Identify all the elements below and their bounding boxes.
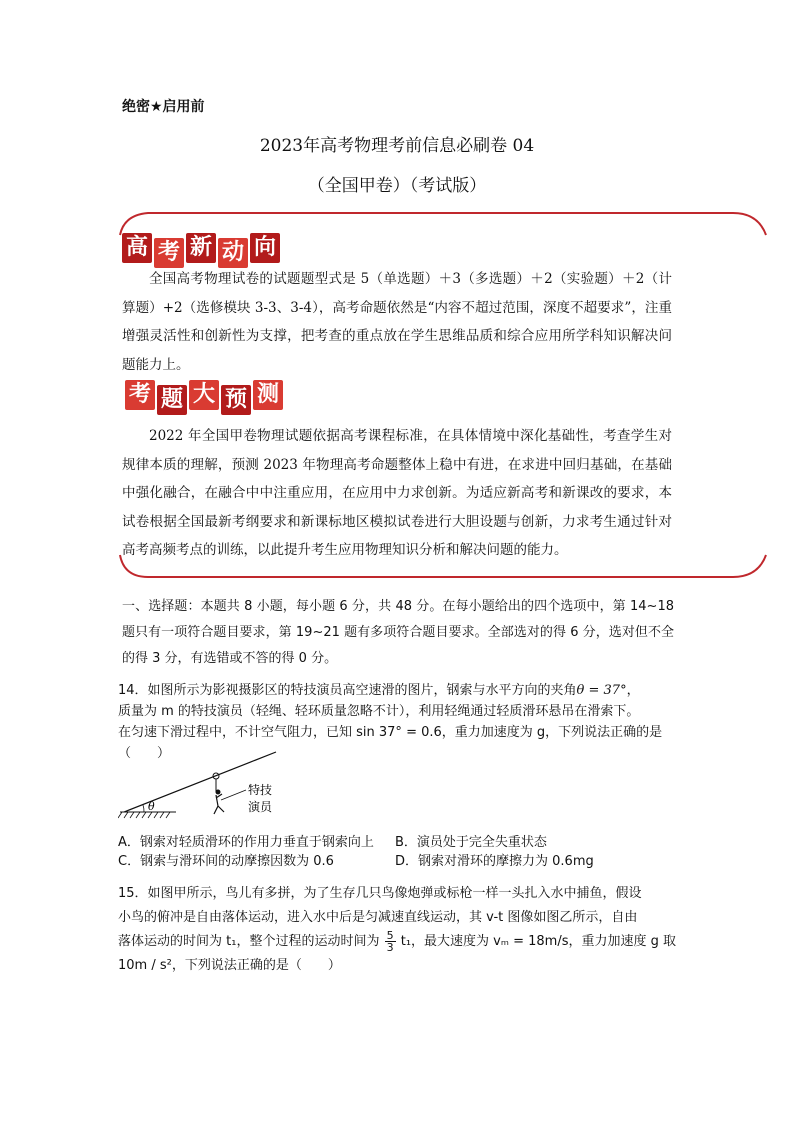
badge-exam-forecast (125, 380, 283, 415)
badge-char: 考 (154, 238, 184, 268)
badge-char: 测 (253, 380, 283, 410)
section-instructions: 一、选择题：本题共 8 小题，每小题 6 分，共 48 分。在每小题给出的四个选项中，第 14~18 题只有一项符合题目要求，第 19~21 题有多项符合题目要求。全部选对的得 6 分，选对但不全的得 3 分，有选错或不答的得 0 分。 (122, 599, 674, 666)
q14-line-1: 14．如图所示为影视摄影区的特技演员高空速滑的图片，钢索与水平方向的夹角θ = 37°， (118, 683, 640, 698)
q14-figure (118, 748, 288, 828)
badge-char: 大 (189, 380, 219, 410)
q15-line-2: 小鸟的俯冲是自由落体运动，进入水中后是匀减速直线运动，其 v-t 图像如图乙所示，自由 (118, 910, 638, 925)
badge-char: 高 (122, 233, 152, 263)
question-15 (118, 882, 678, 978)
badge-char: 动 (218, 238, 248, 268)
badge-char: 题 (157, 385, 187, 415)
figure-angle-label: θ (148, 800, 155, 813)
q14-option-c[interactable]: C．钢索与滑环间的动摩擦因数为 0.6 (118, 854, 334, 869)
q14-option-a[interactable]: A．钢索对轻质滑环的作用力垂直于钢索向上 (118, 835, 374, 850)
badge-char: 新 (186, 233, 216, 263)
q14-line-3: 在匀速下滑过程中，不计空气阻力，已知 sin 37° = 0.6，重力加速度为 g，下列说法正确的是 (118, 725, 663, 740)
fraction: $\frac{5}{3}$ (386, 929, 394, 954)
badge-char: 预 (221, 385, 251, 415)
badge-char: 向 (250, 233, 280, 263)
badge-exam-trend (122, 233, 280, 268)
exam-title: 2023年高考物理考前信息必刷卷 04 (259, 136, 535, 156)
angle-value: θ = 37° (576, 683, 627, 698)
q15-line-4: 10m / s²，下列说法正确的是（ ） (118, 958, 341, 973)
q14-line-2: 质量为 m 的特技演员（轻绳、轻环质量忽略不计），利用轻绳通过轻质滑环悬吊在滑索下。 (118, 704, 640, 719)
intro-paragraph-1: 全国高考物理试卷的试题题型式是 5（单选题）＋3（多选题）＋2（实验题）＋2（计算题）+2（选修模块 3-3、3-4），高考命题依然是“内容不超过范围，深度不超要求”，注重增强灵活性和创新性为支撑，把考查的重点放在学生思维品质和综合应用所学科知识解决问题能力上。 (122, 271, 672, 373)
q15-line-1: 15．如图甲所示，鸟儿有多拼，为了生存几只鸟像炮弹或标枪一样一头扎入水中捕鱼，假设 (118, 886, 642, 901)
figure-label-stunt: 特技 (248, 783, 273, 797)
badge-char: 考 (125, 380, 155, 410)
figure-label-performer: 演员 (248, 800, 273, 814)
q15-line-3: 落体运动的时间为 t₁，整个过程的运动时间为 $\frac{5}{3}$ t₁，最大速度为 vₘ = 18m/s，重力加速度 g 取 (118, 929, 677, 954)
q14-line-4: （ ） (118, 746, 171, 761)
exam-subtitle: （全国甲卷）（考试版） (307, 176, 487, 196)
secret-label: 绝密★启用前 (122, 99, 205, 115)
intro-paragraph-2: 2022 年全国甲卷物理试题依据高考课程标准，在具体情境中深化基础性，考查学生对规律本质的理解，预测 2023 年物理高考命题整体上稳中有进，在求进中回归基础，在基础中强化融合，在融合中中注重应用，在应用中力求创新。为适应新高考和新课改的要求，本试卷根据全国最新考纲要求和新课标地区模拟试卷进行大胆设题与创新，力求考生通过针对高考高频考点的训练，以此提升考生应用物理知识分析和解决问题的能力。 (122, 428, 672, 558)
q14-option-b[interactable]: B．演员处于完全失重状态 (395, 835, 547, 850)
q14-option-d[interactable]: D．钢索对滑环的摩擦力为 0.6mg (395, 854, 594, 869)
